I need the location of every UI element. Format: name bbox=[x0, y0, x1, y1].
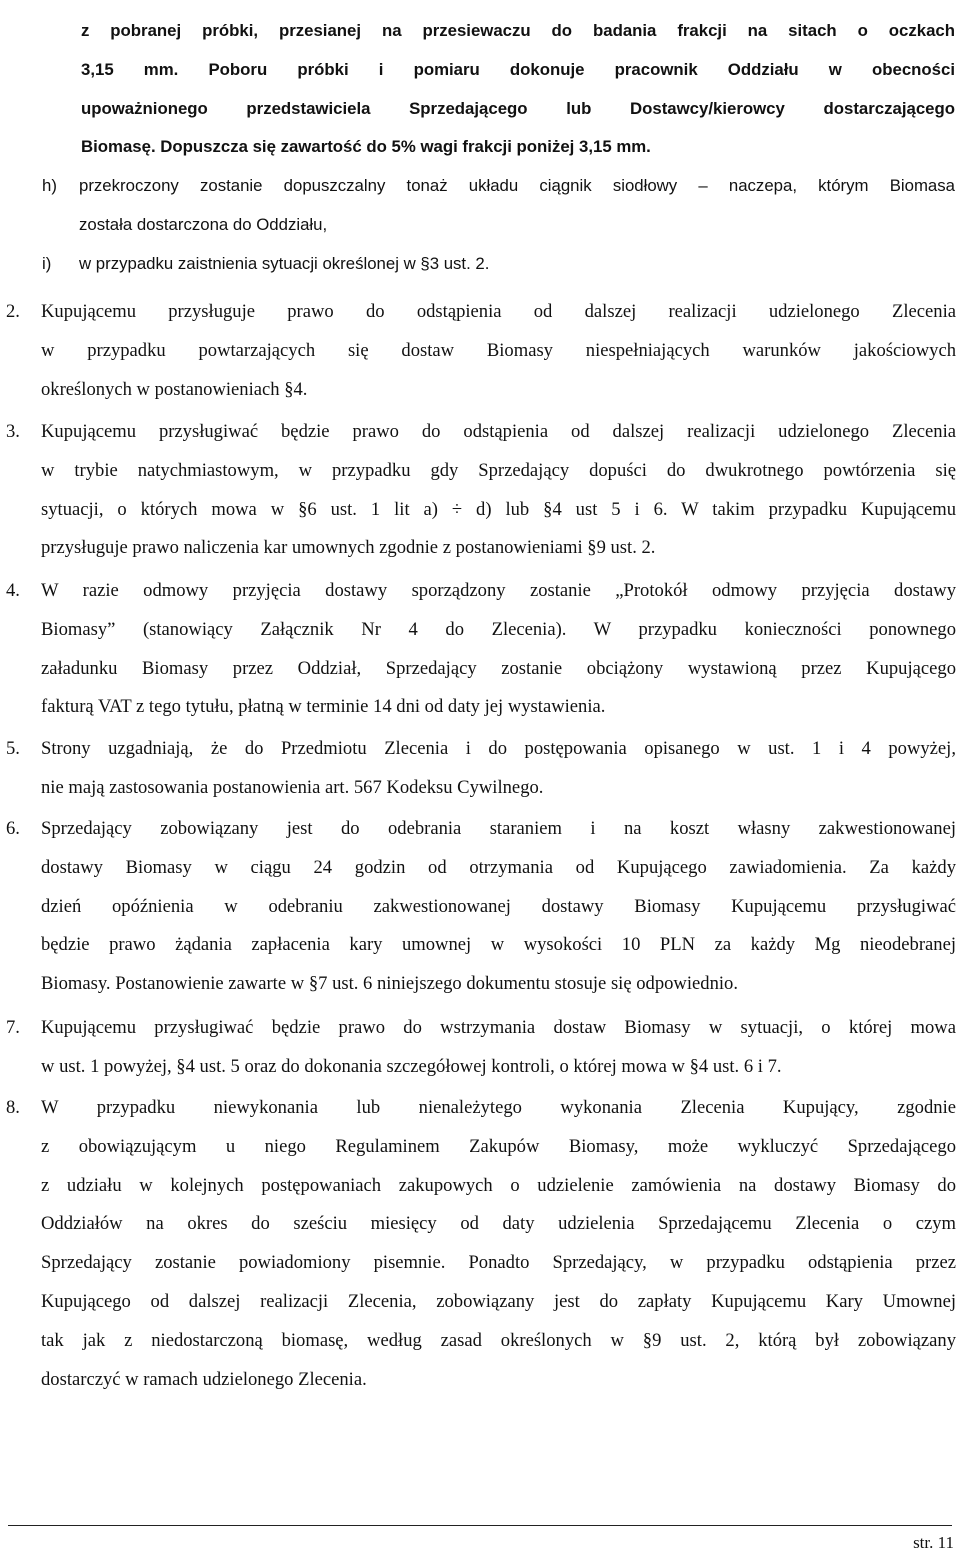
item-line: załadunku Biomasy przez Oddział, Sprzedający zostanie obciążony wystawioną przez Kupującego bbox=[41, 657, 956, 679]
item-line: w ust. 1 powyżej, §4 ust. 5 oraz do dokonania szczegółowej kontroli, o której mowa w §4 ust. 6 i 7. bbox=[41, 1055, 782, 1077]
item-line: sytuacji, o których mowa w §6 ust. 1 lit a) ÷ d) lub §4 ust 5 i 6. W takim przypadku Kupującemu bbox=[41, 498, 956, 520]
item-line: Strony uzgadniają, że do Przedmiotu Zlecenia i do postępowania opisanego w ust. 1 i 4 powyżej, bbox=[41, 738, 956, 759]
item-number: 3. bbox=[6, 421, 20, 442]
item-number: 2. bbox=[6, 301, 20, 322]
item-line: dostawy Biomasy w ciągu 24 godzin od otrzymania od Kupującego zawiadomienia. Za każdy bbox=[41, 856, 956, 878]
sub-item-marker: i) bbox=[42, 254, 52, 273]
item-number: 4. bbox=[6, 580, 20, 601]
item-line: określonych w postanowieniach §4. bbox=[41, 378, 308, 400]
item-number: 6. bbox=[6, 818, 20, 839]
item-line: Kupującego od dalszej realizacji Zlecenia, zobowiązany jest do zapłaty Kupującemu Kary Umownej bbox=[41, 1290, 956, 1312]
item-number: 7. bbox=[6, 1017, 20, 1038]
item-number: 8. bbox=[6, 1097, 20, 1118]
item-line: Kupującemu przysługuje prawo do odstąpienia od dalszej realizacji udzielonego Zlecenia bbox=[41, 301, 956, 322]
item-line: tak jak z niedostarczoną biomasę, według zasad określonych w §9 ust. 2, którą był zobowiązany bbox=[41, 1329, 956, 1351]
item-line: z obowiązującym u niego Regulaminem Zakupów Biomasy, może wykluczyć Sprzedającego bbox=[41, 1135, 956, 1157]
continuation-paragraph bbox=[81, 12, 955, 167]
sub-item-line: przekroczony zostanie dopuszczalny tonaż układu ciągnik siodłowy – naczepa, którym Biomasa bbox=[79, 176, 955, 195]
paragraph-line: upoważnionego przedstawiciela Sprzedającego lub Dostawcy/kierowcy dostarczającego bbox=[81, 98, 955, 118]
item-line: Oddziałów na okres do sześciu miesięcy od daty udzielenia Sprzedającemu Zlecenia o czym bbox=[41, 1213, 956, 1235]
item-line: Sprzedający zostanie powiadomiony pisemnie. Ponadto Sprzedający, w przypadku odstąpienia przez bbox=[41, 1252, 956, 1274]
item-line: w trybie natychmiastowym, w przypadku gdy Sprzedający dopuści do dwukrotnego powtórzenia się bbox=[41, 459, 956, 481]
item-line: fakturą VAT z tego tytułu, płatną w terminie 14 dni od daty jej wystawienia. bbox=[41, 696, 606, 718]
sub-item-line: w przypadku zaistnienia sytuacji określonej w §3 ust. 2. bbox=[79, 254, 490, 273]
item-line: W razie odmowy przyjęcia dostawy sporządzony zostanie „Protokół odmowy przyjęcia dostawy bbox=[41, 580, 956, 601]
item-line: w przypadku powtarzających się dostaw Biomasy niespełniających warunków jakościowych bbox=[41, 339, 956, 361]
footer-divider bbox=[8, 1525, 952, 1526]
item-number: 5. bbox=[6, 738, 20, 759]
item-line: dzień opóźnienia w odebraniu zakwestionowanej dostawy Biomasy Kupującemu przysługiwać bbox=[41, 895, 956, 917]
paragraph-line: Biomasę. Dopuszcza się zawartość do 5% wagi frakcji poniżej 3,15 mm. bbox=[81, 137, 651, 157]
item-line: nie mają zastosowania postanowienia art. 567 Kodeksu Cywilnego. bbox=[41, 776, 544, 798]
item-line: Biomasy” (stanowiący Załącznik Nr 4 do Zlecenia). W przypadku konieczności ponownego bbox=[41, 618, 956, 640]
item-line: Kupującemu przysługiwać będzie prawo do odstąpienia od dalszej realizacji udzielonego Zlecenia bbox=[41, 421, 956, 442]
item-line: będzie prawo żądania zapłacenia kary umownej w wysokości 10 PLN za każdy Mg nieodebranej bbox=[41, 934, 956, 956]
paragraph-line: 3,15 mm. Poboru próbki i pomiaru dokonuje pracownik Oddziału w obecności bbox=[81, 59, 955, 79]
sub-item-marker: h) bbox=[42, 176, 57, 195]
page-number: str. 11 bbox=[913, 1533, 954, 1552]
item-line: Sprzedający zobowiązany jest do odebrania staraniem i na koszt własny zakwestionowanej bbox=[41, 818, 956, 839]
item-line: z udziału w kolejnych postępowaniach zakupowych o udzielenie zamówienia na dostawy Biomasy do bbox=[41, 1174, 956, 1196]
item-line: Biomasy. Postanowienie zawarte w §7 ust. 6 niniejszego dokumentu stosuje się odpowiednio. bbox=[41, 973, 738, 995]
paragraph-line: z pobranej próbki, przesianej na przesiewaczu do badania frakcji na sitach o oczkach bbox=[81, 21, 955, 40]
item-line: przysługuje prawo naliczenia kar umownych zgodnie z postanowieniami §9 ust. 2. bbox=[41, 537, 656, 559]
sub-item-line: została dostarczona do Oddziału, bbox=[79, 214, 328, 234]
item-line: W przypadku niewykonania lub nienależytego wykonania Zlecenia Kupujący, zgodnie bbox=[41, 1097, 956, 1118]
item-line: Kupującemu przysługiwać będzie prawo do wstrzymania dostaw Biomasy w sytuacji, o której mowa bbox=[41, 1017, 956, 1038]
item-line: dostarczyć w ramach udzielonego Zlecenia. bbox=[41, 1368, 367, 1390]
